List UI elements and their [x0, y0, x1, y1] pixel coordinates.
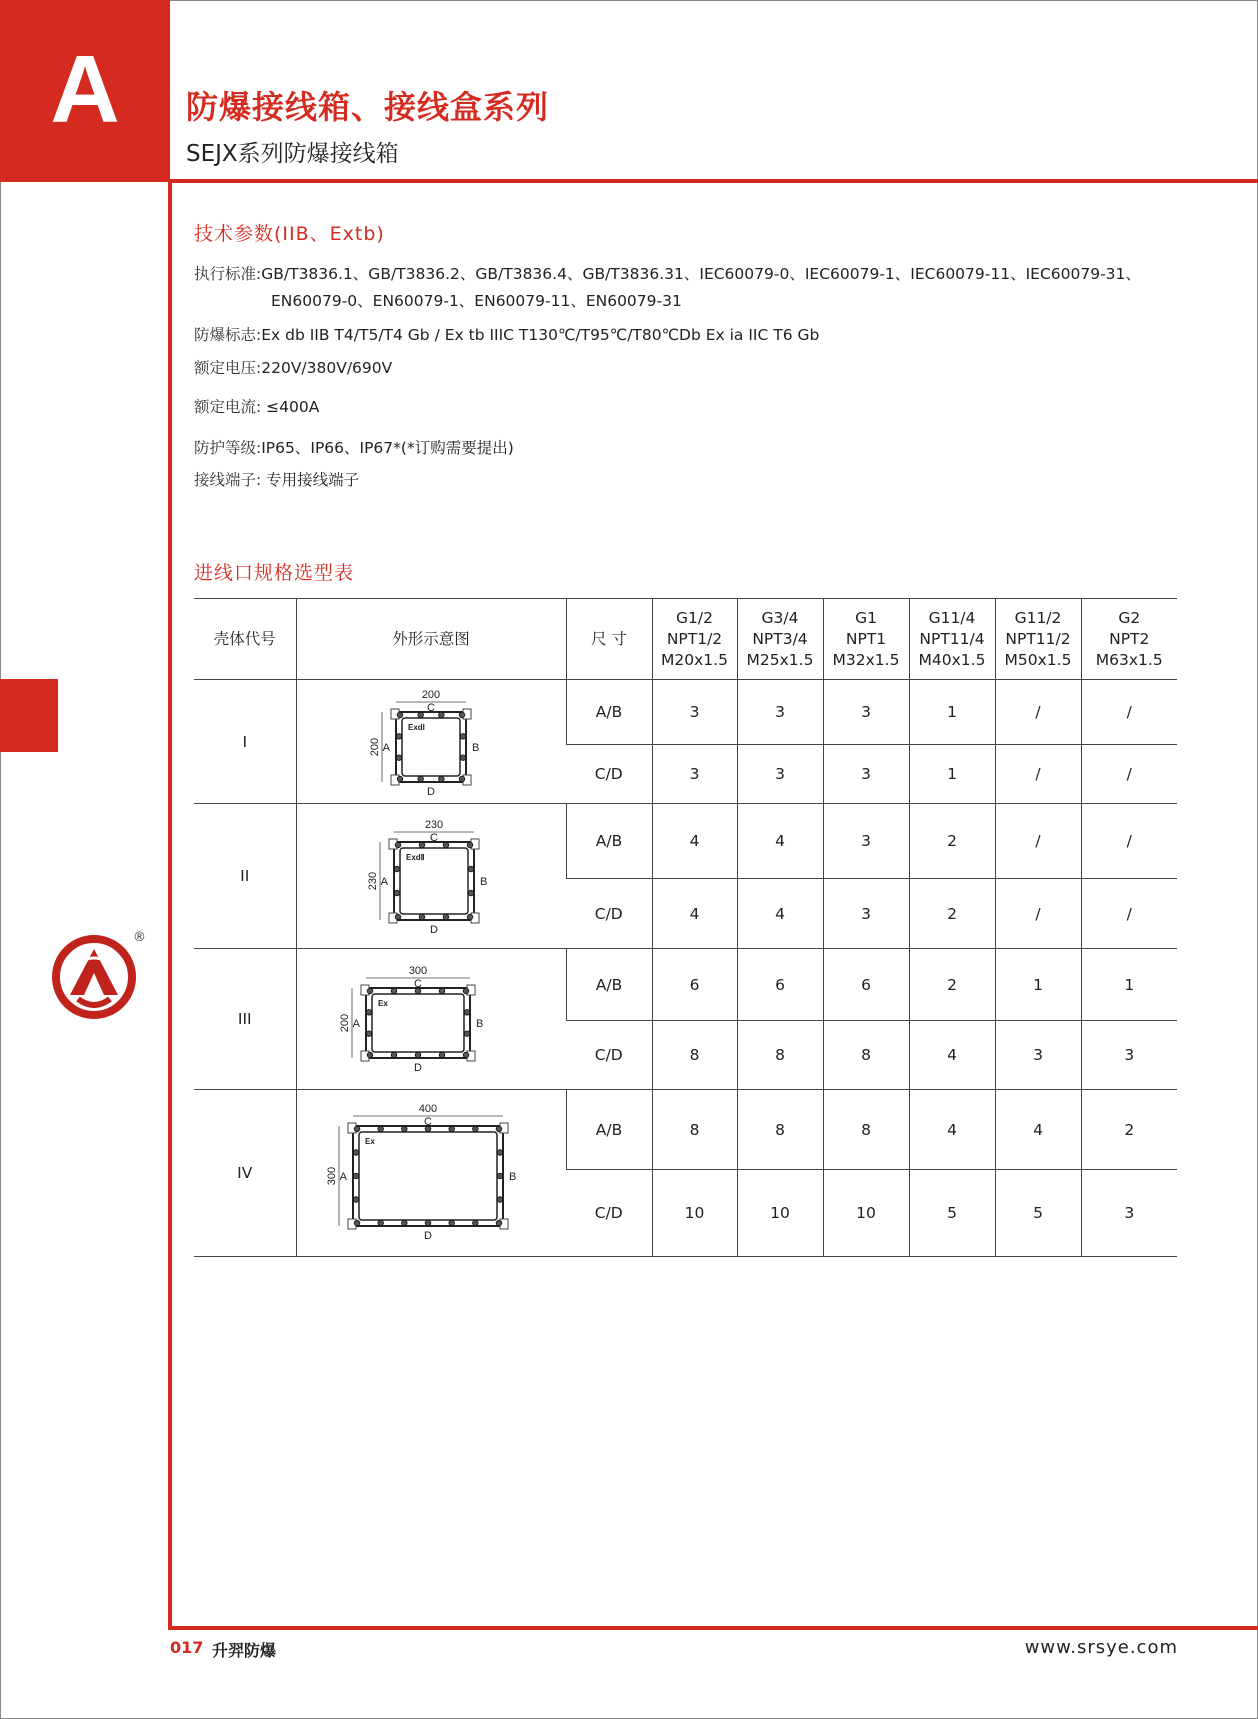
inlet-count-cell: 8: [652, 1090, 737, 1170]
inlet-count-cell: 3: [652, 680, 737, 745]
bolt: [394, 890, 400, 896]
outline-diagram-cell: [296, 1090, 566, 1257]
inlet-count-cell: /: [995, 680, 1081, 745]
bolt: [391, 988, 397, 994]
page-title: 防爆接线箱、接线盒系列: [186, 88, 550, 126]
table-header-row: [194, 599, 1177, 680]
bolt: [467, 842, 473, 848]
inlet-count-cell: 5: [995, 1170, 1081, 1257]
bolt: [473, 1126, 479, 1132]
bolt: [439, 776, 445, 782]
footer-page-number: 017: [170, 1638, 204, 1657]
bolt: [497, 1150, 503, 1156]
housing-code-cell: I: [194, 680, 296, 804]
enclosure-outline-diagram: [336, 686, 526, 798]
side-d-label: D: [427, 785, 435, 798]
side-a-label: A: [382, 741, 390, 754]
inlet-count-cell: 2: [909, 949, 995, 1021]
inlet-count-cell: /: [1081, 680, 1177, 745]
nameplate-label: Ex: [365, 1137, 375, 1146]
ip-value: IP65、IP66、IP67*(*订购需要提出): [261, 439, 514, 457]
section-letter-block: [0, 0, 170, 182]
terminal-label: 接线端子:: [194, 471, 262, 489]
bolt: [418, 712, 424, 718]
registered-mark: ®: [133, 930, 146, 945]
side-c-label: C: [414, 978, 422, 990]
brand-logo: [50, 933, 138, 1021]
side-b-label: B: [480, 875, 488, 888]
header-thread-1: [652, 599, 737, 680]
bolt: [367, 1052, 373, 1058]
bolt: [473, 1220, 479, 1226]
height-dimension-label: 200: [369, 737, 381, 756]
table-row: [194, 804, 1177, 879]
outline-diagram-cell: [296, 804, 566, 949]
inlet-count-cell: 3: [1081, 1021, 1177, 1090]
left-margin-rule: [168, 182, 172, 1630]
bolt: [449, 1220, 455, 1226]
bolt: [396, 733, 402, 739]
width-dimension-label: 230: [424, 818, 444, 831]
bolt: [419, 842, 425, 848]
exmark-label: 防爆标志:: [194, 326, 262, 344]
inlet-count-cell: 2: [1081, 1090, 1177, 1170]
housing-code-cell: IV: [194, 1090, 296, 1257]
inlet-count-cell: /: [995, 879, 1081, 949]
header-thread-6: [1081, 599, 1177, 680]
inlet-count-cell: 4: [652, 804, 737, 879]
thread-label: NPT1: [845, 629, 887, 648]
terminal-value: 专用接线端子: [261, 471, 360, 489]
side-tab-marker: [0, 679, 58, 752]
size-side-cell: A/B: [566, 949, 652, 1021]
inlet-count-cell: 3: [737, 745, 823, 804]
bolt: [367, 988, 373, 994]
inlet-count-cell: 4: [737, 804, 823, 879]
enclosure-body: [396, 712, 466, 782]
inlet-count-cell: 10: [652, 1170, 737, 1257]
inlet-count-cell: 3: [995, 1021, 1081, 1090]
housing-code-cell: II: [194, 804, 296, 949]
bolt: [353, 1197, 359, 1203]
thread-label: G11/4: [928, 608, 976, 627]
inlet-count-cell: /: [1081, 745, 1177, 804]
inlet-count-cell: 3: [823, 680, 909, 745]
side-d-label: D: [414, 1062, 422, 1074]
thread-label: M63x1.5: [1095, 650, 1163, 669]
side-c-label: C: [427, 701, 435, 714]
footer-url: www.srsye.com: [1024, 1637, 1178, 1658]
table-row: [194, 680, 1177, 745]
side-c-label: C: [430, 831, 438, 844]
inlet-count-cell: 4: [652, 879, 737, 949]
size-side-cell: A/B: [566, 1090, 652, 1170]
size-side-cell: C/D: [566, 1021, 652, 1090]
inlet-count-cell: 2: [909, 879, 995, 949]
height-dimension-label: 200: [339, 1013, 351, 1033]
enclosure-outline-diagram: [313, 1096, 549, 1250]
bolt: [397, 776, 403, 782]
bolt: [395, 914, 401, 920]
bolt: [425, 1220, 431, 1226]
bolt: [391, 1052, 397, 1058]
bolt: [378, 1126, 384, 1132]
size-side-cell: A/B: [566, 804, 652, 879]
bolt: [366, 1031, 372, 1037]
footer-divider: [168, 1626, 1258, 1630]
inlet-count-cell: 8: [652, 1021, 737, 1090]
inlet-count-cell: 1: [909, 745, 995, 804]
inlet-count-cell: 2: [909, 804, 995, 879]
size-side-cell: A/B: [566, 680, 652, 745]
voltage-label: 额定电压:: [194, 359, 262, 377]
side-d-label: D: [430, 923, 438, 936]
thread-label: G11/2: [1014, 608, 1062, 627]
bolt: [354, 1126, 360, 1132]
bolt: [463, 1052, 469, 1058]
inlet-count-cell: 6: [823, 949, 909, 1021]
inlet-count-cell: 3: [737, 680, 823, 745]
side-b-label: B: [509, 1171, 517, 1183]
bolt: [402, 1220, 408, 1226]
height-dimension-label: 230: [367, 871, 379, 890]
inlet-count-cell: /: [995, 804, 1081, 879]
section-letter: A: [50, 36, 120, 143]
standard-line: [194, 262, 1141, 284]
size-side-cell: C/D: [566, 879, 652, 949]
bolt: [439, 712, 445, 718]
page-subtitle: SEJX系列防爆接线箱: [186, 141, 399, 167]
bolt: [459, 776, 465, 782]
inlet-count-cell: 10: [737, 1170, 823, 1257]
inlet-count-cell: 1: [995, 949, 1081, 1021]
bolt: [449, 1126, 455, 1132]
voltage-line: [194, 356, 392, 378]
thread-label: G2: [1118, 608, 1141, 627]
ip-label: 防护等级:: [194, 439, 262, 457]
current-line: [194, 395, 319, 417]
bolt: [354, 1220, 360, 1226]
inlet-count-cell: 4: [909, 1090, 995, 1170]
standard-value-line1: GB/T3836.1、GB/T3836.2、GB/T3836.4、GB/T3836.31、IEC60079-0、IEC60079-1、IEC60079-11、IEC60079-31、: [261, 265, 1141, 283]
bolt: [443, 914, 449, 920]
thread-label: NPT11/2: [1005, 629, 1071, 648]
enclosure-outline-diagram: [321, 960, 541, 1078]
bolt: [443, 842, 449, 848]
inlet-count-cell: 5: [909, 1170, 995, 1257]
nameplate-label: Ex: [378, 999, 388, 1008]
bolt: [439, 1052, 445, 1058]
tech-params-heading: 技术参数(IIB、Extb): [194, 223, 385, 245]
terminal-line: [194, 468, 359, 490]
inlet-count-cell: 8: [737, 1021, 823, 1090]
width-dimension-label: 200: [421, 688, 441, 701]
side-a-label: A: [339, 1171, 347, 1183]
header-outline: 外形示意图: [296, 599, 566, 680]
standard-label: 执行标准:: [194, 265, 262, 283]
inlet-count-cell: 4: [909, 1021, 995, 1090]
header-thread-2: [737, 599, 823, 680]
bolt: [497, 1173, 503, 1179]
housing-code-cell: III: [194, 949, 296, 1090]
inlet-count-cell: 4: [995, 1090, 1081, 1170]
inlet-count-cell: 6: [652, 949, 737, 1021]
bolt: [397, 712, 403, 718]
nameplate-label: ExdI: [408, 722, 425, 732]
standard-line-2: [271, 289, 682, 311]
bolt: [353, 1173, 359, 1179]
side-d-label: D: [424, 1230, 432, 1242]
table-row: [194, 1090, 1177, 1170]
thread-label: NPT11/4: [919, 629, 985, 648]
bolt: [468, 890, 474, 896]
outline-diagram-cell: [296, 680, 566, 804]
voltage-value: 220V/380V/690V: [261, 359, 393, 377]
bolt: [396, 754, 402, 760]
thread-label: M32x1.5: [832, 650, 900, 669]
side-a-label: A: [380, 875, 388, 888]
side-a-label: A: [352, 1018, 360, 1030]
header-thread-5: [995, 599, 1081, 680]
thread-label: NPT3/4: [752, 629, 808, 648]
bolt: [497, 1197, 503, 1203]
bolt: [464, 1010, 470, 1016]
current-label: 额定电流:: [194, 398, 262, 416]
inlet-spec-table: [194, 598, 1177, 1257]
inlet-count-cell: 6: [737, 949, 823, 1021]
bolt: [468, 866, 474, 872]
thread-label: G1/2: [676, 608, 713, 627]
bolt: [496, 1126, 502, 1132]
bolt: [353, 1150, 359, 1156]
thread-label: G1: [855, 608, 877, 627]
header-divider: [170, 179, 1258, 183]
bolt: [394, 866, 400, 872]
thread-label: M40x1.5: [918, 650, 986, 669]
inlet-count-cell: 3: [823, 804, 909, 879]
ip-line: [194, 436, 514, 458]
bolt: [415, 1052, 421, 1058]
bolt: [402, 1126, 408, 1132]
inlet-count-cell: 3: [1081, 1170, 1177, 1257]
bolt: [419, 914, 425, 920]
nameplate-label: ExdⅡ: [406, 852, 425, 862]
inlet-count-cell: 8: [823, 1021, 909, 1090]
enclosure-body: [353, 1126, 503, 1226]
bolt: [439, 988, 445, 994]
thread-label: M50x1.5: [1004, 650, 1072, 669]
inlet-count-cell: 8: [737, 1090, 823, 1170]
outline-diagram-cell: [296, 949, 566, 1090]
inlet-count-cell: /: [1081, 879, 1177, 949]
thread-label: NPT2: [1109, 629, 1150, 648]
side-b-label: B: [472, 741, 480, 754]
inlet-count-cell: 3: [823, 879, 909, 949]
size-side-cell: C/D: [566, 1170, 652, 1257]
table-row: [194, 949, 1177, 1021]
bolt: [467, 914, 473, 920]
bolt: [460, 754, 466, 760]
bolt: [464, 1031, 470, 1037]
inlet-table-heading: 进线口规格选型表: [194, 562, 355, 584]
width-dimension-label: 300: [408, 965, 428, 977]
footer-brand: 升羿防爆: [212, 1641, 277, 1660]
header-housing-code: 壳体代号: [194, 599, 296, 680]
inlet-count-cell: /: [995, 745, 1081, 804]
inlet-count-cell: 10: [823, 1170, 909, 1257]
thread-label: M25x1.5: [746, 650, 814, 669]
bolt: [418, 776, 424, 782]
side-c-label: C: [424, 1116, 432, 1128]
bolt: [463, 988, 469, 994]
bolt: [395, 842, 401, 848]
bolt: [366, 1010, 372, 1016]
bolt: [378, 1220, 384, 1226]
bolt: [460, 733, 466, 739]
bolt: [459, 712, 465, 718]
inlet-count-cell: /: [1081, 804, 1177, 879]
inlet-count-cell: 8: [823, 1090, 909, 1170]
width-dimension-label: 400: [418, 1103, 438, 1115]
header-thread-4: [909, 599, 995, 680]
inlet-count-cell: 3: [823, 745, 909, 804]
inlet-count-cell: 1: [1081, 949, 1177, 1021]
exmark-value: Ex db IIB T4/T5/T4 Gb / Ex tb IIIC T130℃/T95℃/T80℃Db Ex ia IIC T6 Gb: [261, 326, 820, 344]
exmark-line: [194, 323, 819, 345]
inlet-count-cell: 3: [652, 745, 737, 804]
thread-label: NPT1/2: [666, 629, 723, 648]
bolt: [496, 1220, 502, 1226]
standard-value-line2: EN60079-0、EN60079-1、EN60079-11、EN60079-31: [271, 292, 682, 310]
thread-label: M20x1.5: [661, 650, 728, 669]
size-side-cell: C/D: [566, 745, 652, 804]
current-value: ≤400A: [261, 398, 320, 416]
side-b-label: B: [476, 1018, 484, 1030]
inlet-count-cell: 1: [909, 680, 995, 745]
enclosure-outline-diagram: [336, 814, 526, 939]
height-dimension-label: 300: [326, 1166, 338, 1186]
header-thread-3: [823, 599, 909, 680]
inlet-count-cell: 4: [737, 879, 823, 949]
thread-label: G3/4: [761, 608, 799, 627]
header-size: 尺 寸: [566, 599, 652, 680]
